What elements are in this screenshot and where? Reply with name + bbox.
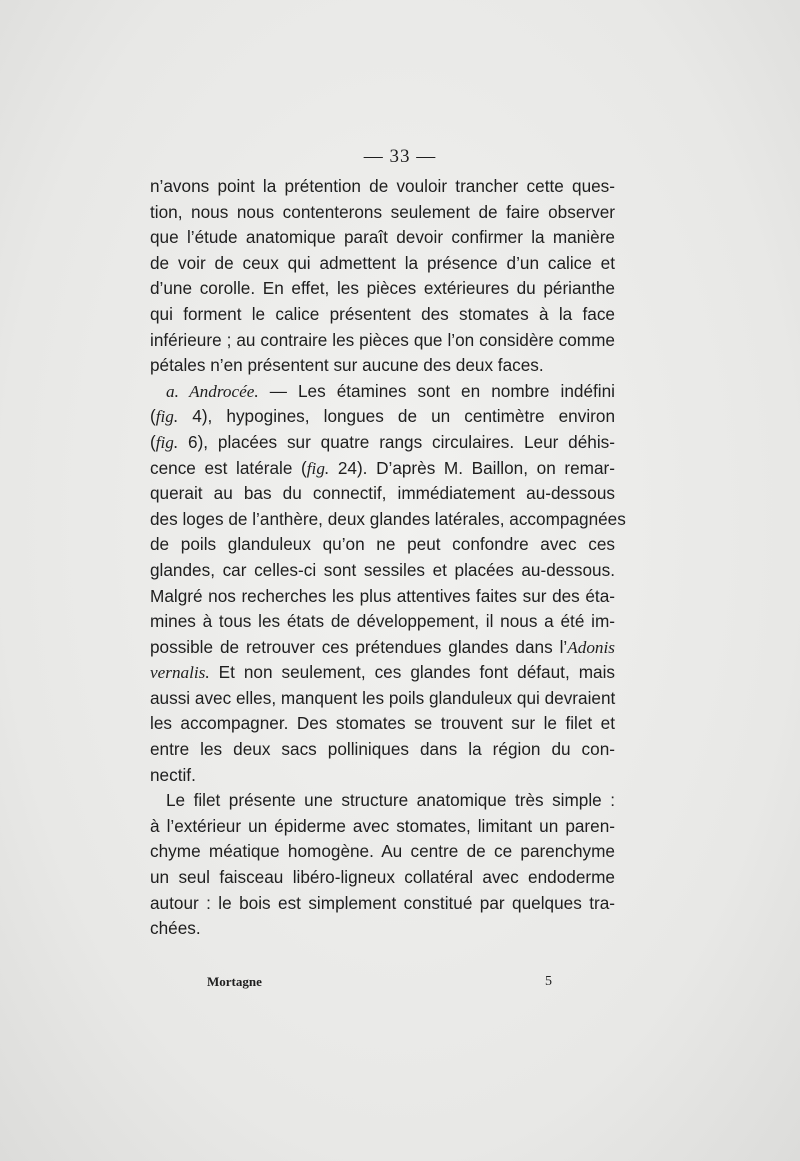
text-run: pétales n’en présentent sur aucune des deux faces. (150, 355, 544, 376)
text-run: chées. (150, 918, 201, 939)
text-run: entre les deux sacs polliniques dans la région du con- (150, 739, 615, 760)
text-run: un seul faisceau libéro-ligneux collatéral avec endoderme (150, 867, 615, 888)
text-line (150, 839, 615, 865)
text-run: — Les étamines sont en nombre indéfini (258, 380, 615, 401)
text-run: Et non seulement, ces glandes font défaut, mais (209, 662, 615, 683)
text-line (150, 814, 615, 840)
text-line (150, 711, 615, 737)
page-number: — 33 — (363, 146, 437, 167)
text-run: a. Androcée. (166, 381, 259, 401)
body-text (150, 174, 626, 942)
text-line (150, 507, 626, 533)
text-line (150, 353, 615, 379)
text-line (150, 276, 615, 302)
text-run: querait au bas du connectif, immédiatement au-dessous (150, 483, 615, 504)
text-run: chyme méatique homogène. Au centre de ce parenchyme (150, 841, 615, 862)
text-line (150, 404, 615, 430)
text-run: fig. (306, 458, 330, 478)
text-run: que l’étude anatomique paraît devoir confirmer la manière (150, 227, 615, 248)
text-line (150, 916, 615, 942)
text-run: possible de retrouver ces prétendues glandes dans l’ (150, 636, 568, 657)
text-line (150, 225, 615, 251)
text-run: tion, nous nous contenterons seulement de faire observer (150, 201, 615, 222)
text-run: inférieure ; au contraire les pièces que l’on considère comme (150, 329, 615, 350)
text-run: nectif. (150, 764, 196, 785)
text-run: de voir de ceux qui admettent la présence d’un calice et (150, 252, 615, 273)
text-line (150, 865, 615, 891)
text-line (150, 174, 615, 200)
text-run: 4), hypogines, longues de un centimètre environ (178, 406, 615, 427)
footer-author: Mortagne (207, 974, 262, 989)
text-line (150, 660, 615, 686)
text-line (150, 456, 615, 482)
text-run: fig. (155, 432, 179, 452)
text-run: 6), placées sur quatre rangs circulaires. Leur déhis- (178, 431, 615, 452)
text-line (150, 584, 615, 610)
text-line (150, 200, 615, 226)
text-run: glandes, car celles-ci sont sessiles et placées au-dessous. (150, 559, 615, 580)
text-line (150, 609, 615, 635)
text-run: aussi avec elles, manquent les poils glanduleux qui devraient (150, 687, 616, 708)
text-run: des loges de l’anthère, deux glandes latérales, accompagnées (150, 508, 626, 529)
footer-signature: 5 (545, 974, 552, 989)
text-line (150, 532, 615, 558)
text-line (150, 558, 615, 584)
text-run: d’une corolle. En effet, les pièces extérieures du périanthe (150, 278, 615, 299)
text-run: n’avons point la prétention de vouloir trancher cette ques- (150, 176, 615, 196)
text-run: ( (150, 431, 156, 452)
text-run: les accompagner. Des stomates se trouvent sur le filet et (150, 713, 615, 734)
text-run: Adonis (567, 637, 615, 657)
text-line (150, 430, 615, 456)
text-run: Le filet présente une structure anatomique très simple : (166, 790, 615, 811)
text-run: fig. (155, 407, 179, 427)
text-line (150, 763, 615, 789)
text-line (150, 635, 615, 661)
text-line (150, 302, 615, 328)
text-run: à l’extérieur un épiderme avec stomates, limitant un paren- (150, 815, 615, 836)
text-line (150, 481, 615, 507)
text-run: de poils glanduleux qu’on ne peut confondre avec ces (150, 534, 615, 555)
text-line (150, 251, 615, 277)
text-line (150, 788, 615, 814)
text-run: ( (150, 406, 156, 427)
text-run: autour : le bois est simplement constitué par quelques tra- (150, 892, 615, 913)
text-line (150, 686, 615, 712)
text-run: vernalis. (150, 663, 210, 683)
text-line (150, 379, 615, 405)
text-run: 24). D’après M. Baillon, on remar- (329, 457, 615, 478)
text-run: cence est latérale ( (150, 457, 307, 478)
text-line (150, 328, 615, 354)
text-line (150, 737, 615, 763)
text-run: Malgré nos recherches les plus attentives faites sur des éta- (150, 585, 615, 606)
text-run: qui forment le calice présentent des stomates à la face (150, 303, 615, 324)
text-line (150, 891, 615, 917)
text-run: mines à tous les états de développement, il nous a été im- (150, 611, 615, 632)
